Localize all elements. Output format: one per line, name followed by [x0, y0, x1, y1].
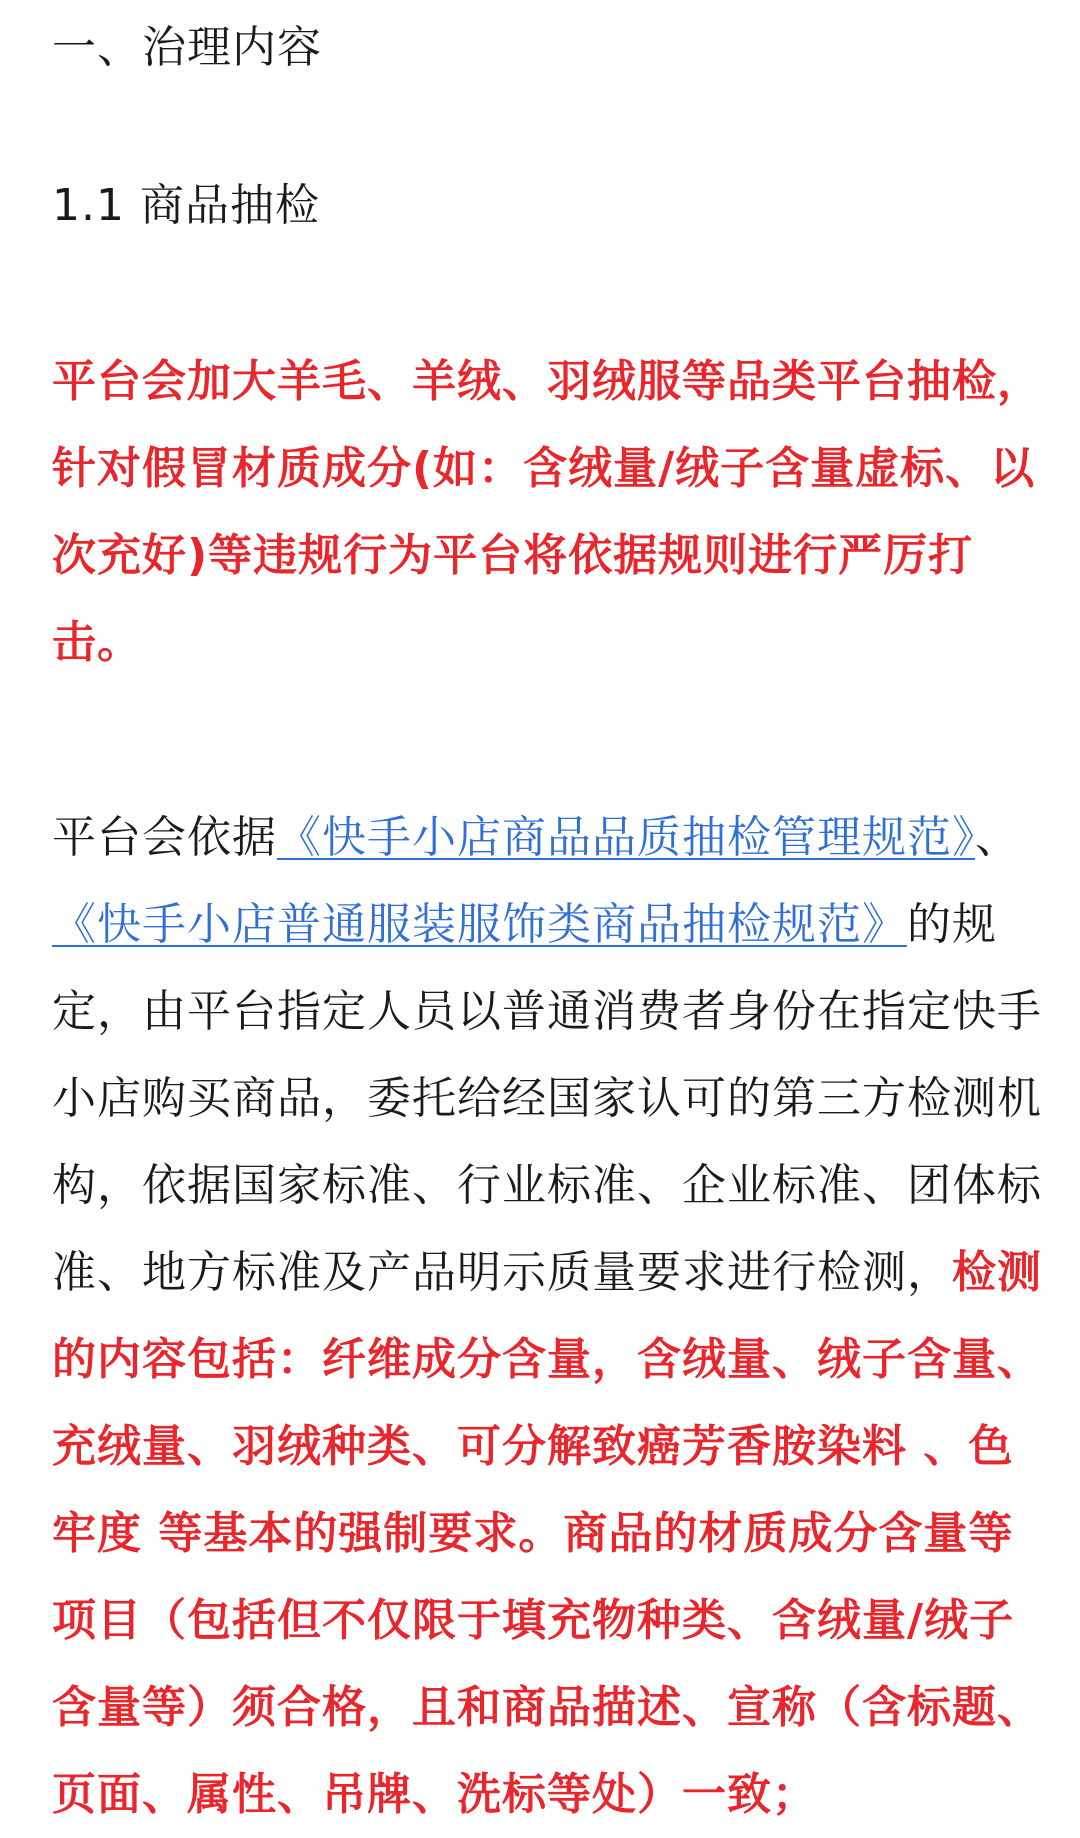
paragraph-body: 的规定，由平台指定人员以普通消费者身份在指定快手小店购买商品，委托给经国家认可的第三方检测机构，依据国家标准、行业标准、企业标准、团体标准、地方标准及产品明示质量要求进行检测， [52, 899, 1042, 1298]
subsection-title: 1.1 商品抽检 [52, 180, 320, 231]
emphasis-paragraph: 平台会加大羊毛、羊绒、羽绒服等品类平台抽检，针对假冒材质成分(如：含绒量/绒子含量虚标、以次充好)等违规行为平台将依据规则进行严厉打击。 [52, 356, 1042, 668]
paragraph-intro: 平台会依据 [52, 812, 277, 863]
section-title: 一、治理内容 [52, 22, 322, 73]
apparel-inspection-rules-link[interactable]: 《快手小店普通服装服饰类商品抽检规范》 [52, 899, 907, 950]
rules-paragraph [52, 794, 1052, 1838]
link-separator: 、 [975, 812, 1020, 863]
inspection-scope-highlight: 检测的内容包括：纤维成分含量，含绒量、绒子含量、充绒量、羽绒种类、可分解致癌芳香胺染料 、色牢度 等基本的强制要求。商品的材质成分含量等项目（包括但不仅限于填充物种类、含绒量/绒子含量等）须合格，且和商品描述、宣称（含标题、页面、属性、吊牌、洗标等处）一致； [52, 1247, 1042, 1820]
inspection-management-rules-link[interactable]: 《快手小店商品品质抽检管理规范》 [277, 812, 975, 863]
